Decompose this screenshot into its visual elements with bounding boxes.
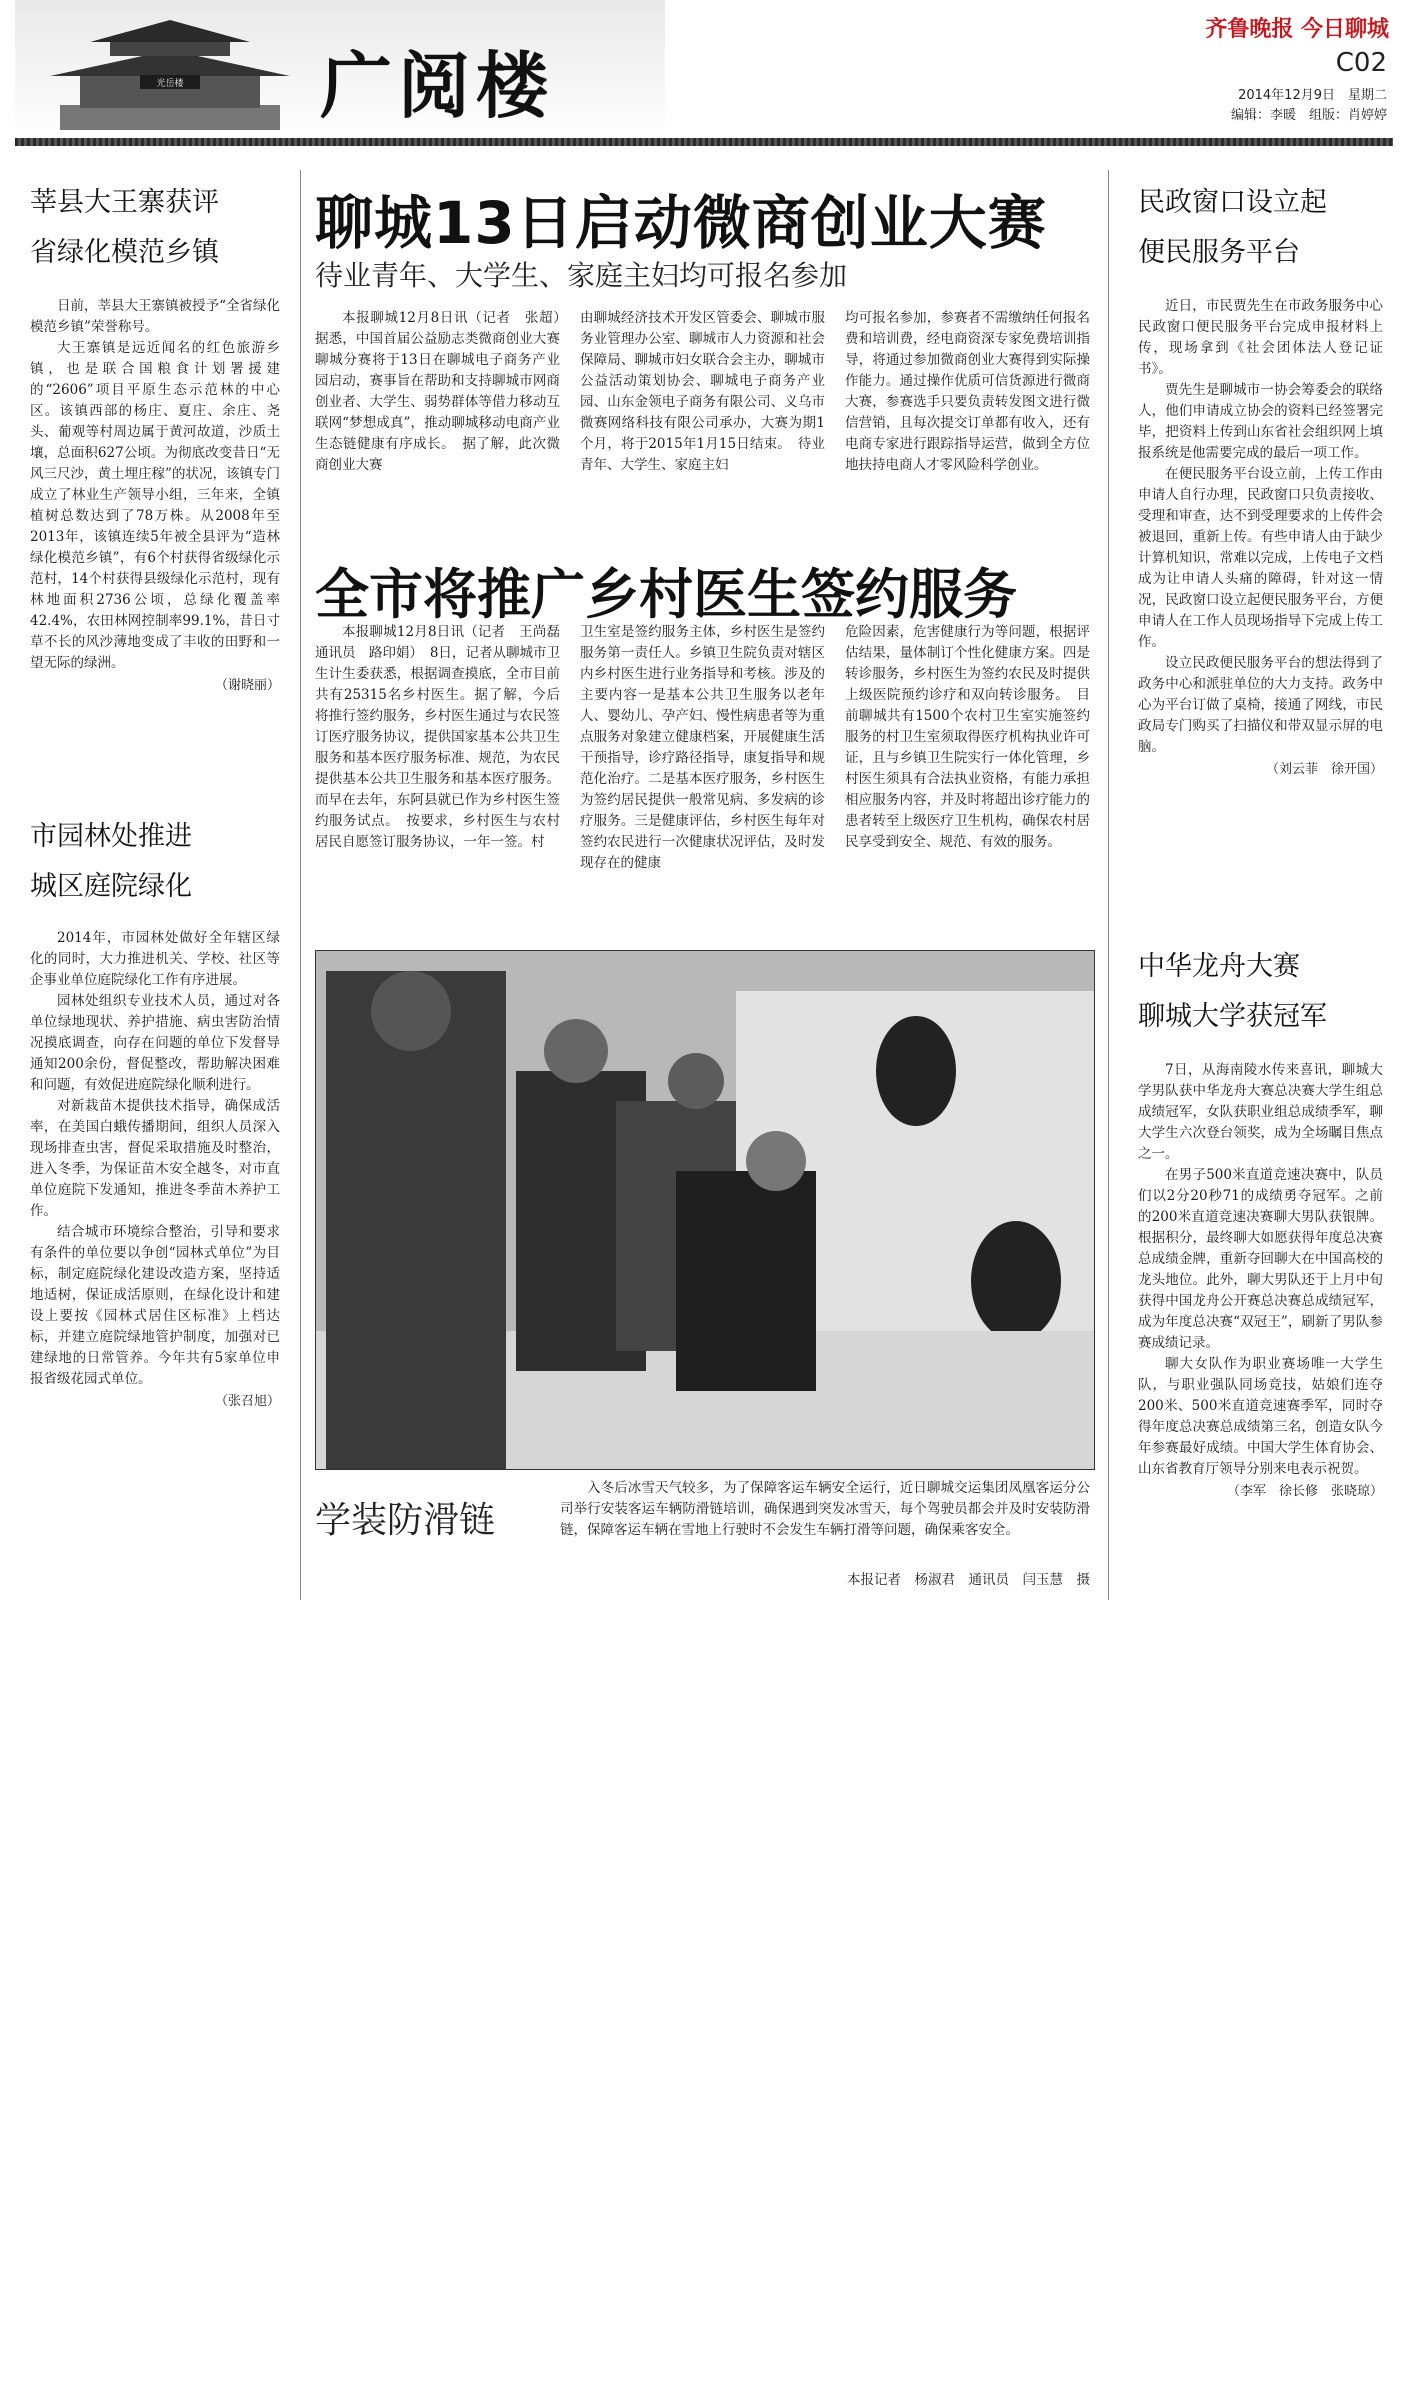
- photo-caption-title: 学装防滑链: [315, 1500, 496, 1541]
- second-headline: 全市将推广乡村医生签约服务: [315, 563, 1017, 626]
- article-body: 7日，从海南陵水传来喜讯，聊城大学男队获中华龙舟大赛总决赛大学生组总成绩冠军，女队获职业组总成绩季军，聊大学生六次登台领奖，成为全场瞩目焦点之一。 在男子500米直道竞速决赛中，队员们以2分20秒71的成绩勇夺冠军。之前的200米直道竞速决赛聊大男队获银牌。根据积分，最终聊大如愿获得年度总决赛总成绩金牌，重新夺回聊大在中国高校的龙头地位。此外，聊大男队还于上月中旬获得中国龙舟公开赛总决赛总成绩冠军，成为年度总决赛“双冠王”，刷新了男队参赛成绩记录。 聊大女队作为职业赛场唯一大学生队，与职业强队同场竞技，姑娘们连夺200米、500米直道竞速赛季军，同时夺得年度总决赛总成绩第三名，创造女队今年参赛最好成绩。中国大学生体育协会、山东省教育厅领导分别来电表示祝贺。: [1138, 1062, 1383, 1477]
- article-title: 市园林处推进 城区庭院绿化: [30, 821, 192, 902]
- left-article-1: [30, 178, 280, 693]
- section-title: 广阅楼: [320, 43, 555, 128]
- second-column-3: 危险因素，危害健康行为等问题，根据评估结果，量体制订个性化健康方案。四是转诊服务，乡村医生为签约农民及时提供上级医院预约诊疗和双向转诊服务。 目前聊城共有1500个农村卫生室实施签约服务的村卫生室须取得医疗机构执业许可证，且与乡镇卫生院实行一体化管理，乡村医生须具有合法执业资格，有能力承担相应服务内容，并及时将超出诊疗能力的患者转至上级医疗卫生机构，确保农村居民享受到安全、规范、有效的服务。: [845, 624, 1090, 850]
- second-column-2: 卫生室是签约服务主体，乡村医生是签约服务第一责任人。乡镇卫生院负责对辖区内乡村医生进行业务指导和考核。涉及的主要内容一是基本公共卫生服务以老年人、婴幼儿、孕产妇、慢性病患者等为重点服务对象建立健康档案，开展健康生活干预指导，诊疗路径指导，康复指导和规范化治疗。二是基本医疗服务，乡村医生为签约居民提供一般常见病、多发病的诊疗服务。三是健康评估，乡村医生每年对签约农民进行一次健康状况评估，及时发现存在的健康: [580, 624, 825, 871]
- column-divider-left: [300, 170, 301, 1600]
- issue-date: 2014年12月9日 星期二: [1238, 88, 1387, 103]
- lead-column-2: 由聊城经济技术开发区管委会、聊城市服务业管理办公室、聊城市人力资源和社会保障局、聊城市妇女联合会主办，聊城市公益活动策划协会、聊城电子商务产业园、山东金领电子商务有限公司、义乌市微赛网络科技有限公司承办，大赛为期1个月，将于2015年1月15日结束。 待业青年、大学生、家庭主妇: [580, 310, 825, 473]
- photo-caption-text: 入冬后冰雪天气较多，为了保障客运车辆安全运行，近日聊城交运集团凤凰客运分公司举行安装客运车辆防滑链培训，确保遇到突发冰雪天，每个驾驶员都会并及时安装防滑链，保障客运车辆在雪地上行驶时不会发生车辆打滑等问题，确保乘客安全。: [560, 1480, 1090, 1538]
- page-number: C02: [1335, 48, 1387, 78]
- lead-column-3: 均可报名参加，参赛者不需缴纳任何报名费和培训费，经电商资深专家免费培训指导，将通过参加微商创业大赛得到实际操作能力。通过操作优质可信货源进行微商大赛，参赛选手只要负责转发图文进行微信营销，且每次提交订单都有收入，还有电商专家进行跟踪指导运营，做到全方位地扶持电商人才零风险科学创业。: [845, 310, 1090, 473]
- header-rule: [15, 138, 1393, 146]
- news-photo: [315, 950, 1095, 1470]
- right-article-1: [1138, 178, 1383, 777]
- photo-credit: 本报记者 杨淑君 通讯员 闫玉慧 摄: [847, 1572, 1090, 1588]
- article-body: 2014年，市园林处做好全年辖区绿化的同时，大力推进机关、学校、社区等企事业单位庭院绿化工作有序进展。 园林处组织专业技术人员，通过对各单位绿地现状、养护措施、病虫害防治情况摸底调查，向存在问题的单位下发督导通知200余份，督促整改，帮助解决困难和问题，有效促进庭院绿化顺利进行。 对新栽苗木提供技术指导，确保成活率，在美国白蛾传播期间，组织人员深入现场排查虫害，督促采取措施及时整治，进入冬季，为保证苗木安全越冬，对市直单位庭院下发通知，推进冬季苗木养护工作。 结合城市环境综合整治，引导和要求有条件的单位要以争创“园林式单位”为目标，制定庭院绿化建设改造方案，坚持适地适树，保证成活原则，在绿化设计和建设上要按《园林式居住区标准》上档达标，并建立庭院绿地管护制度，加强对已建绿地的日常管养。今年共有5家单位申报省级花园式单位。: [30, 930, 280, 1387]
- article-byline: （李军 徐长修 张晓琼）: [1226, 1484, 1383, 1499]
- issue-editors: 编辑：李暖 组版：肖婷婷: [1230, 108, 1387, 123]
- photo-placeholder: [316, 951, 1094, 1469]
- article-title: 民政窗口设立起 便民服务平台: [1138, 187, 1327, 268]
- lead-headline: 聊城13日启动微商创业大赛: [315, 189, 1047, 257]
- paper-name: 齐鲁晚报 今日聊城: [1205, 17, 1389, 42]
- article-byline: （刘云菲 徐开国）: [1265, 762, 1383, 777]
- column-divider-right: [1108, 170, 1109, 1600]
- article-byline: （张召旭）: [214, 1394, 280, 1409]
- left-article-2: [30, 812, 280, 1409]
- article-body: 近日，市民贾先生在市政务服务中心民政窗口便民服务平台完成申报材料上传，现场拿到《社会团体法人登记证书》。 贾先生是聊城市一协会筹委会的联络人，他们申请成立协会的资料已经签署完毕，把资料上传到山东省社会组织网上填报系统是他需要完成的最后一项工作。 在便民服务平台设立前，上传工作由申请人自行办理，民政窗口只负责接收、受理和审查，达不到受理要求的上传件会被退回，重新上传。有些申请人由于缺少计算机知识，常难以完成，上传电子文档成为让申请人头痛的障碍，针对这一情况，民政窗口设立起便民服务平台，方便申请人在工作人员现场指导下完成上传工作。 设立民政便民服务平台的想法得到了政务中心和派驻单位的大力支持。政务中心为平台订做了桌椅，接通了网线，市民政局专门购买了扫描仪和带双显示屏的电脑。: [1138, 298, 1383, 755]
- article-byline: （谢晓丽）: [214, 678, 280, 693]
- lead-subhead: 待业青年、大学生、家庭主妇均可报名参加: [315, 259, 848, 292]
- pagoda-plaque: 光岳楼: [156, 79, 184, 89]
- pagoda-illustration: [40, 10, 300, 130]
- right-article-2: [1138, 942, 1383, 1499]
- article-body: 日前，莘县大王寨镇被授予“全省绿化模范乡镇”荣誉称号。 大王寨镇是远近闻名的红色旅游乡镇，也是联合国粮食计划署援建的“2606”项目平原生态示范林的中心区。该镇西部的杨庄、夏庄、余庄、尧头、葡观等村周边属于黄河故道，沙质土壤，总面积627公顷。为彻底改变昔日“无风三尺沙，黄土埋庄稼”的状况，该镇专门成立了林业生产领导小组，三年来，全镇植树总数达到了78万株。从2008年至2013年，该镇连续5年被全县评为“造林绿化模范乡镇”，有6个村获得省级绿化示范村，14个村获得县级绿化示范村，现有林地面积2736公顷，总绿化覆盖率42.4%，农田林网控制率99.1%，昔日寸草不长的风沙薄地变成了丰收的田野和一望无际的绿洲。: [30, 298, 280, 671]
- lead-column-1: 本报聊城12月8日讯（记者 张超） 据悉，中国首届公益励志类微商创业大赛聊城分赛将于13日在聊城电子商务产业园启动，赛事旨在帮助和支持聊城市网商创业者、大学生、弱势群体等借力移动互联网“梦想成真”，推动聊城移动电商产业生态链健康有序成长。 据了解，此次微商创业大赛: [315, 310, 574, 473]
- second-column-1: 本报聊城12月8日讯（记者 王尚磊 通讯员 路印娟） 8日，记者从聊城市卫生计生委获悉，根据调查摸底，全市目前共有25315名乡村医生。据了解，今后将推行签约服务，乡村医生通过与农民签订医疗服务协议，提供国家基本公共卫生服务和基本医疗服务标准、规范，为农民提供基本公共卫生服务和基本医疗服务。而早在去年，东阿县就已作为乡村医生签约服务试点。 按要求，乡村医生与农村居民自愿签订服务协议，一年一签。村: [315, 624, 574, 850]
- article-title: 莘县大王寨获评 省绿化模范乡镇: [30, 187, 219, 268]
- article-title: 中华龙舟大赛 聊城大学获冠军: [1138, 951, 1327, 1032]
- issue-meta: [1231, 86, 1387, 126]
